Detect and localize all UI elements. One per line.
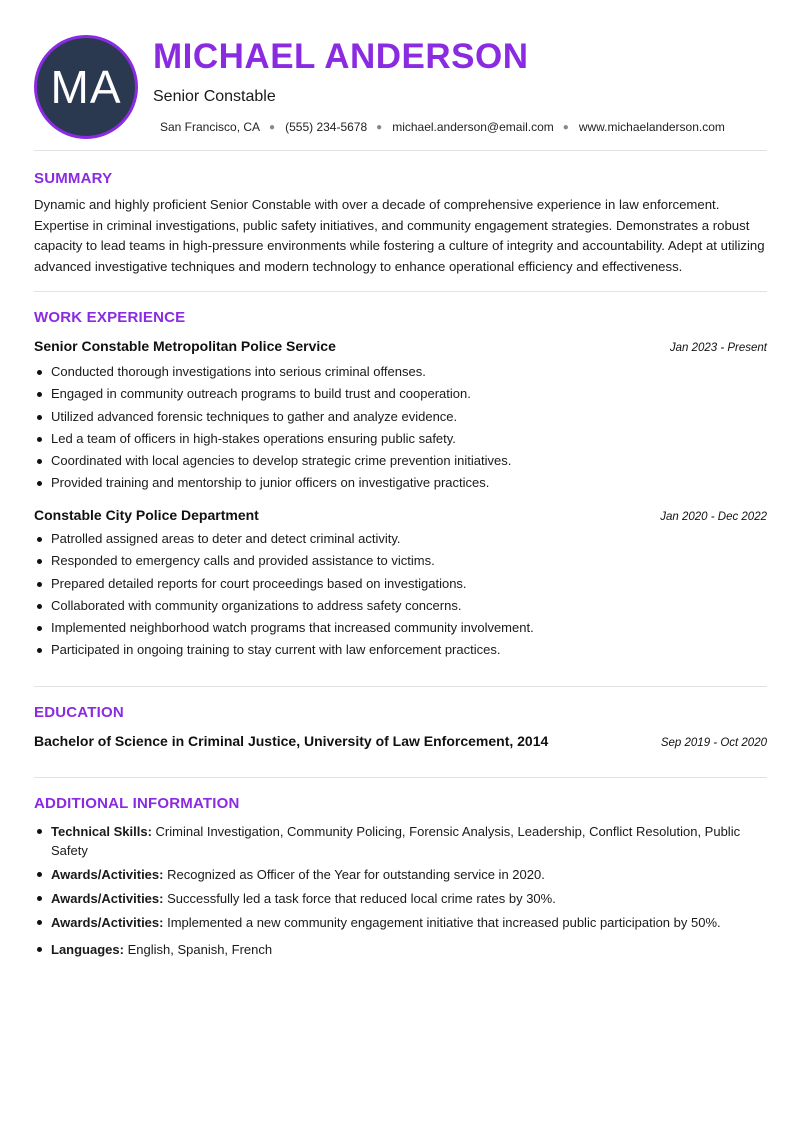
item-text: English, Spanish, French [127,942,273,957]
candidate-title: Senior Constable [153,88,276,105]
divider [34,291,767,292]
list-item: Engaged in community outreach programs to build trust and cooperation. [34,383,767,405]
item-text: Implemented a new community engagement initiative that increased public participation by 50%. [167,915,721,930]
item-label: Awards/Activities: [51,915,164,930]
separator-dot: ● [269,121,276,133]
contact-line [160,120,725,134]
list-item [34,865,767,884]
list-item: Prepared detailed reports for court proceedings based on investigations. [34,573,767,595]
divider [34,686,767,687]
list-item: Utilized advanced forensic techniques to gather and analyze evidence. [34,406,767,428]
contact-website[interactable]: www.michaelanderson.com [578,120,725,134]
avatar-initials: MA [50,61,122,113]
list-item: Led a team of officers in high-stakes operations ensuring public safety. [34,428,767,450]
item-text: Criminal Investigation, Community Policing, Forensic Analysis, Leadership, Conflict Resolution, Public Safety [51,824,741,858]
degree: Bachelor of Science in Criminal Justice, University of Law Enforcement, 2014 [34,733,549,749]
list-item [34,889,767,908]
list-item: Collaborated with community organizations to address safety concerns. [34,595,767,617]
list-item [34,822,767,860]
item-label: Technical Skills: [51,824,152,839]
education-entry [34,733,767,749]
job-date: Jan 2023 - Present [669,342,767,354]
divider [34,777,767,778]
item-label: Awards/Activities: [51,891,164,906]
divider [34,150,767,151]
contact-phone: (555) 234-5678 [285,120,368,134]
job-role: Constable City Police Department [34,507,259,523]
job-header [34,507,767,523]
item-label: Languages: [51,942,124,957]
item-label: Awards/Activities: [51,867,164,882]
avatar [34,35,138,139]
candidate-name: MICHAEL ANDERSON [153,37,529,76]
job-bullets [34,528,767,662]
work-experience-heading: WORK EXPERIENCE [34,309,186,326]
job-role: Senior Constable Metropolitan Police Service [34,338,336,354]
contact-location: San Francisco, CA [160,120,261,134]
education-heading: EDUCATION [34,704,124,721]
separator-dot: ● [376,121,383,133]
list-item: Responded to emergency calls and provided assistance to victims. [34,550,767,572]
summary-heading: SUMMARY [34,170,113,187]
additional-info-heading: ADDITIONAL INFORMATION [34,795,240,812]
list-item: Implemented neighborhood watch programs that increased community involvement. [34,617,767,639]
job-date: Jan 2020 - Dec 2022 [660,511,767,523]
list-item: Provided training and mentorship to junior officers on investigative practices. [34,472,767,494]
job-header [34,338,767,354]
education-date: Sep 2019 - Oct 2020 [660,737,767,749]
item-text: Recognized as Officer of the Year for outstanding service in 2020. [167,867,545,882]
list-item: Coordinated with local agencies to develop strategic crime prevention initiatives. [34,450,767,472]
list-item [34,940,767,959]
summary-text: Dynamic and highly proficient Senior Constable with over a decade of comprehensive experience in law enforcement. Expertise in criminal investigations, public safety initiatives, and community engagement strategies. Demonstrates a robust capacity to lead teams in high-pressure environments while fostering a culture of integrity and accountability. Adept at utilizing advanced investigative techniques and modern technology to enhance operational efficiency and effectiveness. [34,197,765,274]
list-item: Participated in ongoing training to stay current with law enforcement practices. [34,639,767,661]
job-bullets [34,361,767,495]
separator-dot: ● [562,121,569,133]
list-item: Conducted thorough investigations into serious criminal offenses. [34,361,767,383]
additional-info-list [34,822,767,964]
list-item: Patrolled assigned areas to deter and detect criminal activity. [34,528,767,550]
list-item [34,913,767,932]
contact-email[interactable]: michael.anderson@email.com [392,120,554,134]
item-text: Successfully led a task force that reduced local crime rates by 30%. [167,891,556,906]
